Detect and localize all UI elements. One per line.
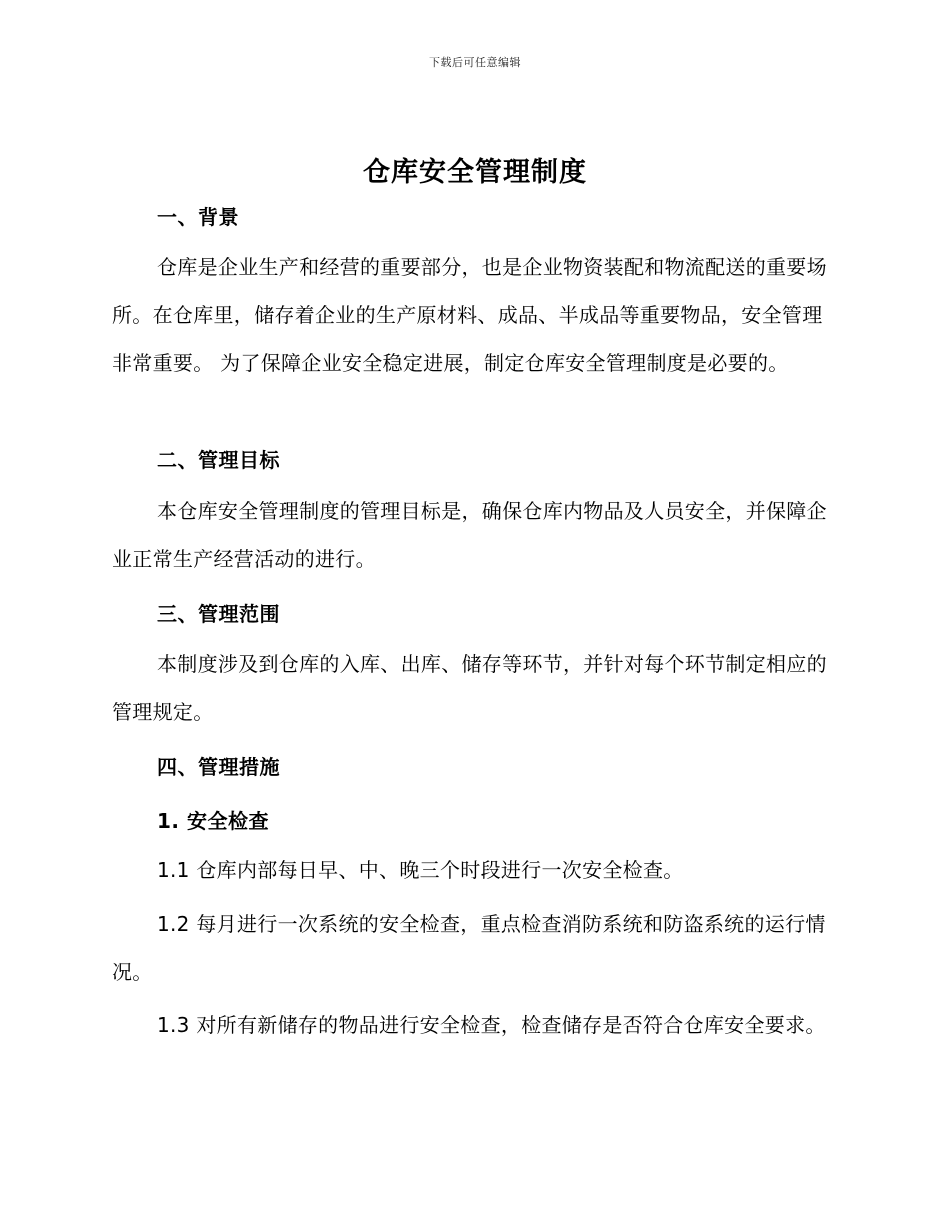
section-heading-management-scope: 三、管理范围 <box>157 602 280 626</box>
section-paragraph-management-goals: 本仓库安全管理制度的管理目标是，确保仓库内物品及人员安全，并保障企业正常生产经营活动的进行。 <box>112 499 827 571</box>
subsection-heading-safety-inspection: 1. 安全检查 <box>157 809 269 833</box>
section-heading-management-goals: 二、管理目标 <box>157 448 280 472</box>
list-item: 1.3 对所有新储存的物品进行安全检查，检查储存是否符合仓库安全要求。 <box>157 1013 826 1037</box>
list-item: 1.1 仓库内部每日早、中、晚三个时段进行一次安全检查。 <box>157 858 684 882</box>
header-note: 下载后可任意编辑 <box>429 56 521 69</box>
section-paragraph-management-scope: 本制度涉及到仓库的入库、出库、储存等环节，并针对每个环节制定相应的管理规定。 <box>112 652 827 724</box>
section-heading-background: 一、背景 <box>157 205 239 229</box>
section-heading-management-measures: 四、管理措施 <box>157 755 280 779</box>
section-paragraph-background: 仓库是企业生产和经营的重要部分，也是企业物资装配和物流配送的重要场所。在仓库里，储存着企业的生产原材料、成品、半成品等重要物品，安全管理非常重要。 为了保障企业安全稳定进展，制定仓库安全管理制度是必要的。 <box>112 255 827 375</box>
list-item: 1.2 每月进行一次系统的安全检查，重点检查消防系统和防盗系统的运行情况。 <box>112 912 826 984</box>
document-title: 仓库安全管理制度 <box>363 157 587 188</box>
